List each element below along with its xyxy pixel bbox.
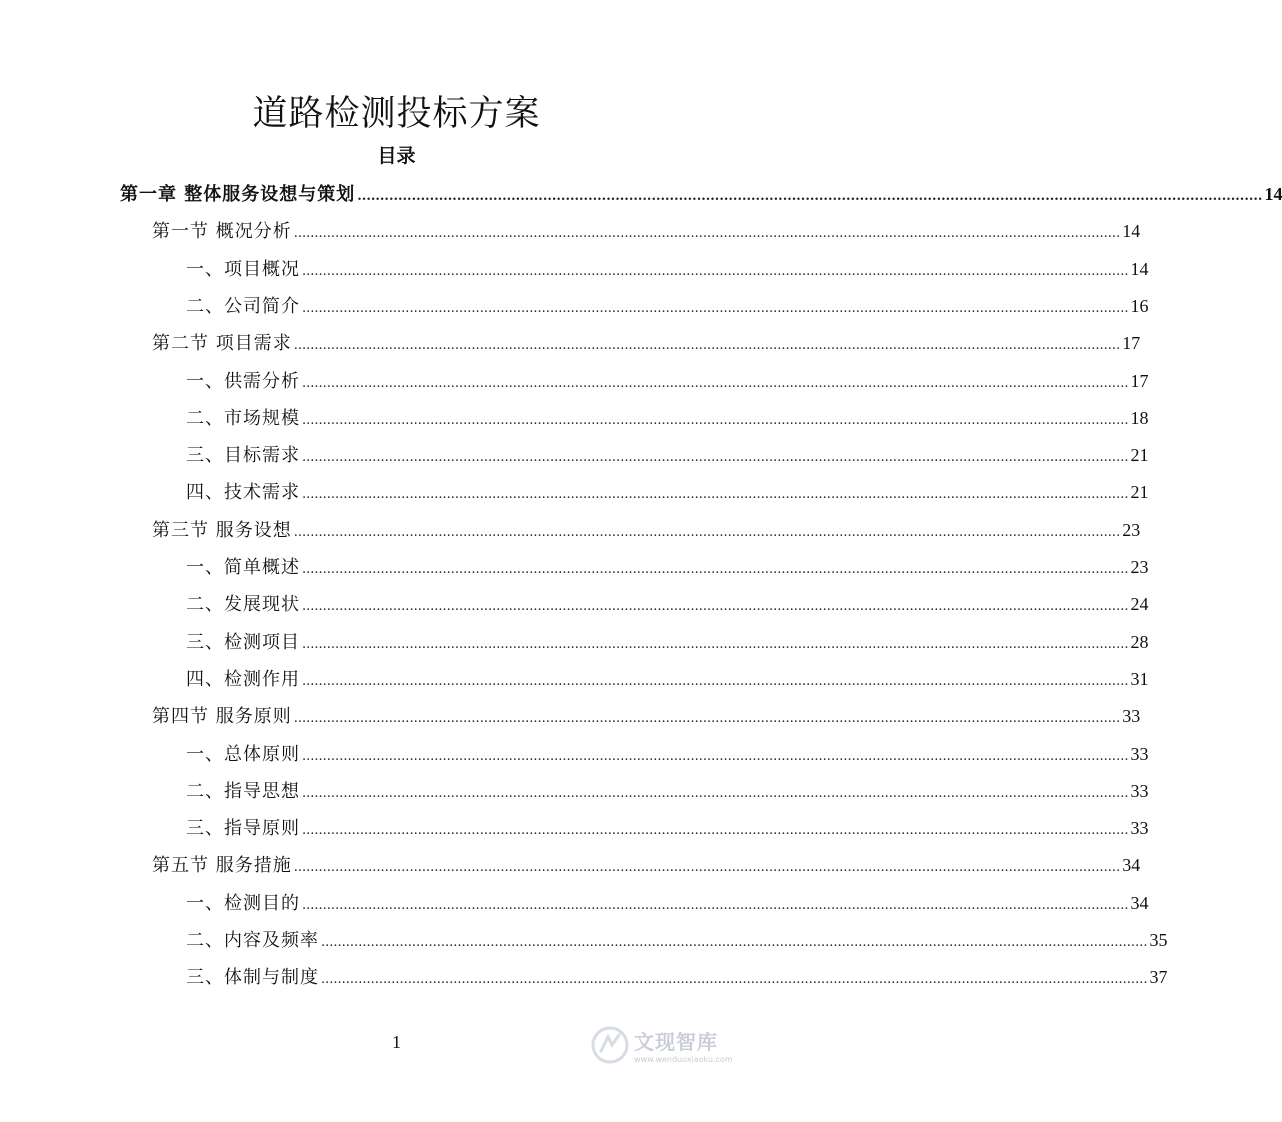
toc-entry-label: 三、检测项目 bbox=[186, 631, 300, 653]
toc-dot-leader: ........................................................................................................................................................................................................ bbox=[302, 412, 1129, 428]
toc-entry-label: 二、市场规模 bbox=[186, 407, 300, 429]
toc-page-number: 21 bbox=[1130, 482, 1149, 503]
toc-page-number: 33 bbox=[1130, 743, 1149, 764]
toc-page-number: 24 bbox=[1130, 594, 1149, 615]
toc-entry-label: 二、公司简介 bbox=[186, 295, 300, 317]
document-title: 道路检测投标方案 bbox=[252, 94, 541, 134]
watermark-logo-icon bbox=[590, 1025, 630, 1065]
toc-dot-leader: ........................................................................................................................................................................................................ bbox=[293, 338, 1121, 354]
toc-entry-label: 三、体制与制度 bbox=[186, 967, 319, 989]
toc-entry-label: 第一章 整体服务设想与策划 bbox=[120, 184, 356, 205]
toc-page-number: 33 bbox=[1130, 780, 1149, 801]
toc-page-number: 35 bbox=[1149, 930, 1168, 950]
toc-entry-label: 第五节 服务措施 bbox=[152, 855, 292, 877]
toc-entry-label: 第三节 服务设想 bbox=[152, 519, 292, 541]
toc-dot-leader: ........................................................................................................................................................................................................ bbox=[302, 300, 1129, 316]
toc-dot-leader: ........................................................................................................................................................................................................ bbox=[302, 636, 1129, 652]
toc-dot-leader: ........................................................................................................................................................................................................ bbox=[302, 823, 1129, 839]
toc-subsection-entry[interactable] bbox=[186, 440, 1149, 470]
toc-subsection-entry[interactable] bbox=[186, 477, 1149, 507]
toc-dot-leader: ........................................................................................................................................................................................................ bbox=[321, 972, 1148, 988]
toc-subsection-entry[interactable] bbox=[186, 739, 1149, 769]
toc-page-number: 14 bbox=[1130, 258, 1149, 279]
toc-subsection-entry[interactable] bbox=[186, 925, 1168, 955]
toc-heading: 目录 bbox=[377, 145, 416, 167]
toc-subsection-entry[interactable] bbox=[186, 627, 1149, 657]
toc-section-entry[interactable] bbox=[152, 850, 1141, 880]
toc-dot-leader: ........................................................................................................................................................................................................ bbox=[321, 935, 1148, 950]
toc-dot-leader: ........................................................................................................................................................................................................ bbox=[302, 748, 1129, 764]
toc-page-number: 34 bbox=[1122, 855, 1141, 876]
toc-page-number: 23 bbox=[1122, 519, 1141, 540]
toc-entry-label: 第一节 概况分析 bbox=[152, 221, 292, 243]
toc-page-number: 33 bbox=[1122, 706, 1141, 727]
toc-dot-leader: ........................................................................................................................................................................................................ bbox=[293, 860, 1121, 876]
toc-dot-leader: ........................................................................................................................................................................................................ bbox=[302, 897, 1129, 913]
toc-entry-label: 第二节 项目需求 bbox=[152, 333, 292, 355]
toc-entry-label: 一、供需分析 bbox=[186, 370, 300, 392]
toc-page-number: 28 bbox=[1130, 631, 1149, 652]
toc-page-number: 14 bbox=[1122, 221, 1141, 242]
toc-dot-leader: ........................................................................................................................................................................................................ bbox=[357, 189, 1263, 204]
toc-dot-leader: ........................................................................................................................................................................................................ bbox=[293, 711, 1121, 727]
toc-dot-leader: ........................................................................................................................................................................................................ bbox=[302, 450, 1129, 466]
toc-entry-label: 二、指导思想 bbox=[186, 780, 300, 802]
toc-entry-label: 四、技术需求 bbox=[186, 482, 300, 504]
toc-page-number: 21 bbox=[1130, 445, 1149, 466]
watermark bbox=[590, 1020, 750, 1070]
toc-section-entry[interactable] bbox=[152, 216, 1141, 246]
toc-subsection-entry[interactable] bbox=[186, 962, 1168, 992]
toc-page-number: 23 bbox=[1130, 557, 1149, 577]
toc-entry-label: 四、检测作用 bbox=[186, 668, 300, 690]
toc-page-number: 31 bbox=[1130, 668, 1149, 689]
toc-entry-label: 三、指导原则 bbox=[186, 818, 300, 840]
page-number: 1 bbox=[392, 1032, 401, 1052]
toc-subsection-entry[interactable] bbox=[186, 254, 1149, 284]
toc-subsection-entry[interactable] bbox=[186, 589, 1149, 619]
toc-dot-leader: ........................................................................................................................................................................................................ bbox=[302, 263, 1129, 279]
toc-subsection-entry[interactable] bbox=[186, 888, 1149, 918]
toc-dot-leader: ........................................................................................................................................................................................................ bbox=[302, 562, 1129, 577]
toc-page-number: 17 bbox=[1122, 333, 1141, 354]
toc-subsection-entry[interactable] bbox=[186, 403, 1149, 433]
toc-dot-leader: ........................................................................................................................................................................................................ bbox=[302, 375, 1129, 391]
toc-dot-leader: ........................................................................................................................................................................................................ bbox=[302, 785, 1129, 801]
toc-entry-label: 一、检测目的 bbox=[186, 892, 300, 914]
toc-subsection-entry[interactable] bbox=[186, 291, 1149, 321]
toc-dot-leader: ........................................................................................................................................................................................................ bbox=[293, 226, 1121, 242]
toc-page-number: 14 bbox=[1264, 184, 1282, 204]
toc-dot-leader: ........................................................................................................................................................................................................ bbox=[302, 487, 1129, 503]
toc-subsection-entry[interactable] bbox=[186, 366, 1149, 396]
watermark-title: 文现智库 bbox=[634, 1030, 718, 1054]
toc-page-number: 17 bbox=[1130, 370, 1149, 391]
toc-dot-leader: ........................................................................................................................................................................................................ bbox=[302, 599, 1129, 615]
toc-entry-label: 三、目标需求 bbox=[186, 445, 300, 467]
watermark-url: www.wenduoxiaoku.com bbox=[634, 1055, 733, 1064]
toc-subsection-entry[interactable] bbox=[186, 664, 1149, 694]
toc-page-number: 34 bbox=[1130, 892, 1149, 913]
toc-entry-label: 一、总体原则 bbox=[186, 743, 300, 765]
toc-subsection-entry[interactable] bbox=[186, 813, 1149, 843]
toc-entry-label: 一、简单概述 bbox=[186, 557, 300, 578]
toc-section-entry[interactable] bbox=[152, 328, 1141, 358]
toc-chapter-entry[interactable] bbox=[120, 179, 1282, 209]
toc-dot-leader: ........................................................................................................................................................................................................ bbox=[302, 673, 1129, 689]
toc-entry-label: 二、发展现状 bbox=[186, 594, 300, 616]
toc-page-number: 18 bbox=[1130, 407, 1149, 428]
toc-page-number: 33 bbox=[1130, 818, 1149, 839]
toc-entry-label: 第四节 服务原则 bbox=[152, 706, 292, 728]
toc-dot-leader: ........................................................................................................................................................................................................ bbox=[293, 524, 1121, 540]
toc-entry-label: 二、内容及频率 bbox=[186, 930, 319, 951]
toc-page-number: 37 bbox=[1149, 967, 1168, 988]
toc-entry-label: 一、项目概况 bbox=[186, 258, 300, 280]
toc-subsection-entry[interactable] bbox=[186, 776, 1149, 806]
toc-page-number: 16 bbox=[1130, 295, 1149, 316]
toc-subsection-entry[interactable] bbox=[186, 552, 1149, 582]
toc-section-entry[interactable] bbox=[152, 701, 1141, 731]
toc-section-entry[interactable] bbox=[152, 515, 1141, 545]
